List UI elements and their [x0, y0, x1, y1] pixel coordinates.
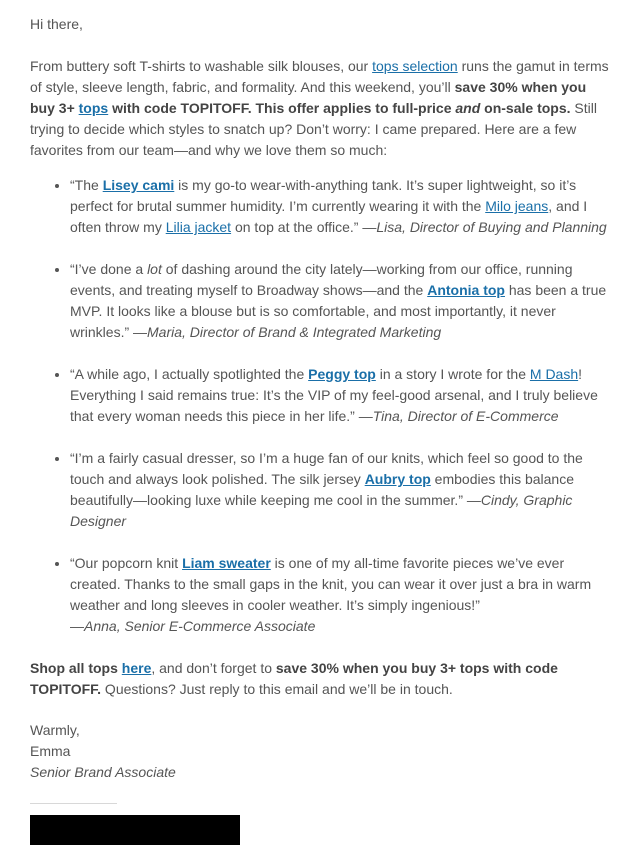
footer-banner [30, 815, 240, 845]
attribution: Tina, Director of E-Commerce [372, 408, 559, 424]
attribution: Anna, Senior E-Commerce Associate [84, 618, 316, 634]
m-dash-link[interactable]: M Dash [529, 366, 579, 382]
attribution: Lisa, Director of Buying and Planning [376, 219, 607, 235]
favorite-item-anna: • “Our popcorn knit Liam sweater is one of my all-time favorite pieces we’ve ever created. Thanks to the small gaps in the knit, you can wear it over just a bra in warm weather and long sleeves in cooler weather. It’s simply ingenious!” —Anna, Senior E-Commerce Associate [70, 553, 610, 637]
intro-text: Still trying to decide which styles to snatch up? Don’t worry: I came prepared. Here are a few favorites from our team—and why we love them so much: [30, 100, 597, 158]
intro-text: From buttery soft T-shirts to washable silk blouses, our [30, 58, 373, 74]
attribution: Cindy, Graphic Designer [70, 492, 573, 529]
milo-jeans-link[interactable]: Milo jeans [485, 198, 549, 214]
favorite-item-maria: • “I’ve done a lot of dashing around the city lately—working from our office, running events, and treating myself to Broadway shows—and the Antonia top has been a true MVP. It looks like a blouse but is so comfortable, and most importantly, it never wrinkles.” —Maria, Director of Brand & Integrated Marketing [70, 259, 610, 343]
signoff: Warmly, [30, 722, 80, 738]
attribution: Maria, Director of Brand & Integrated Marketing [147, 324, 442, 340]
lisey-cami-link[interactable]: Lisey cami [102, 177, 175, 193]
peggy-top-link[interactable]: Peggy top [308, 366, 376, 382]
sender-title: Senior Brand Associate [30, 764, 176, 780]
favorite-item-cindy: • “I’m a fairly casual dresser, so I’m a huge fan of our knits, which feel so good to the touch and always look polished. The silk jersey Aubry top embodies this balance beautifully—looking luxe while keeping me cool in the summer.” —Cindy, Graphic Designer [70, 448, 610, 532]
intro-paragraph [30, 56, 610, 161]
tops-selection-link[interactable]: tops selection [372, 58, 458, 74]
lilia-jacket-link[interactable]: Lilia jacket [165, 219, 232, 235]
shop-here-link[interactable]: here [121, 660, 152, 676]
favorite-item-tina: • “A while ago, I actually spotlighted the Peggy top in a story I wrote for the M Dash! Everything I said remains true: It’s the VIP of my feel-good arsenal, and I truly believe that every woman needs this piece in her life.” —Tina, Director of E-Commerce [70, 364, 610, 427]
liam-sweater-link[interactable]: Liam sweater [182, 555, 271, 571]
offer-text: save 30% when you buy 3+ tops with code TOPITOFF. This offer applies to full-price and on-sale tops. [30, 79, 587, 116]
closing-paragraph: Shop all tops here, and don’t forget to save 30% when you buy 3+ tops with code TOPITOFF. Questions? Just reply to this email and we’ll be in touch. [30, 660, 558, 697]
intro-text: runs the gamut in terms of style, sleeve length, fabric, and formality. And this weekend, you’ll [30, 58, 609, 95]
greeting: Hi there, [30, 16, 83, 32]
tops-link[interactable]: tops [78, 100, 109, 116]
antonia-top-link[interactable]: Antonia top [427, 282, 505, 298]
favorite-item-lisa: • “The Lisey cami is my go-to wear-with-anything tank. It’s super lightweight, so it’s perfect for brutal summer humidity. I’m currently wearing it with the Milo jeans, and I often throw my Lilia jacket on top at the office.” —Lisa, Director of Buying and Planning [70, 175, 610, 238]
favorites-list [30, 175, 610, 637]
sender-name: Emma [30, 743, 71, 759]
signature [30, 720, 610, 783]
aubry-top-link[interactable]: Aubry top [364, 471, 431, 487]
divider [30, 803, 117, 804]
